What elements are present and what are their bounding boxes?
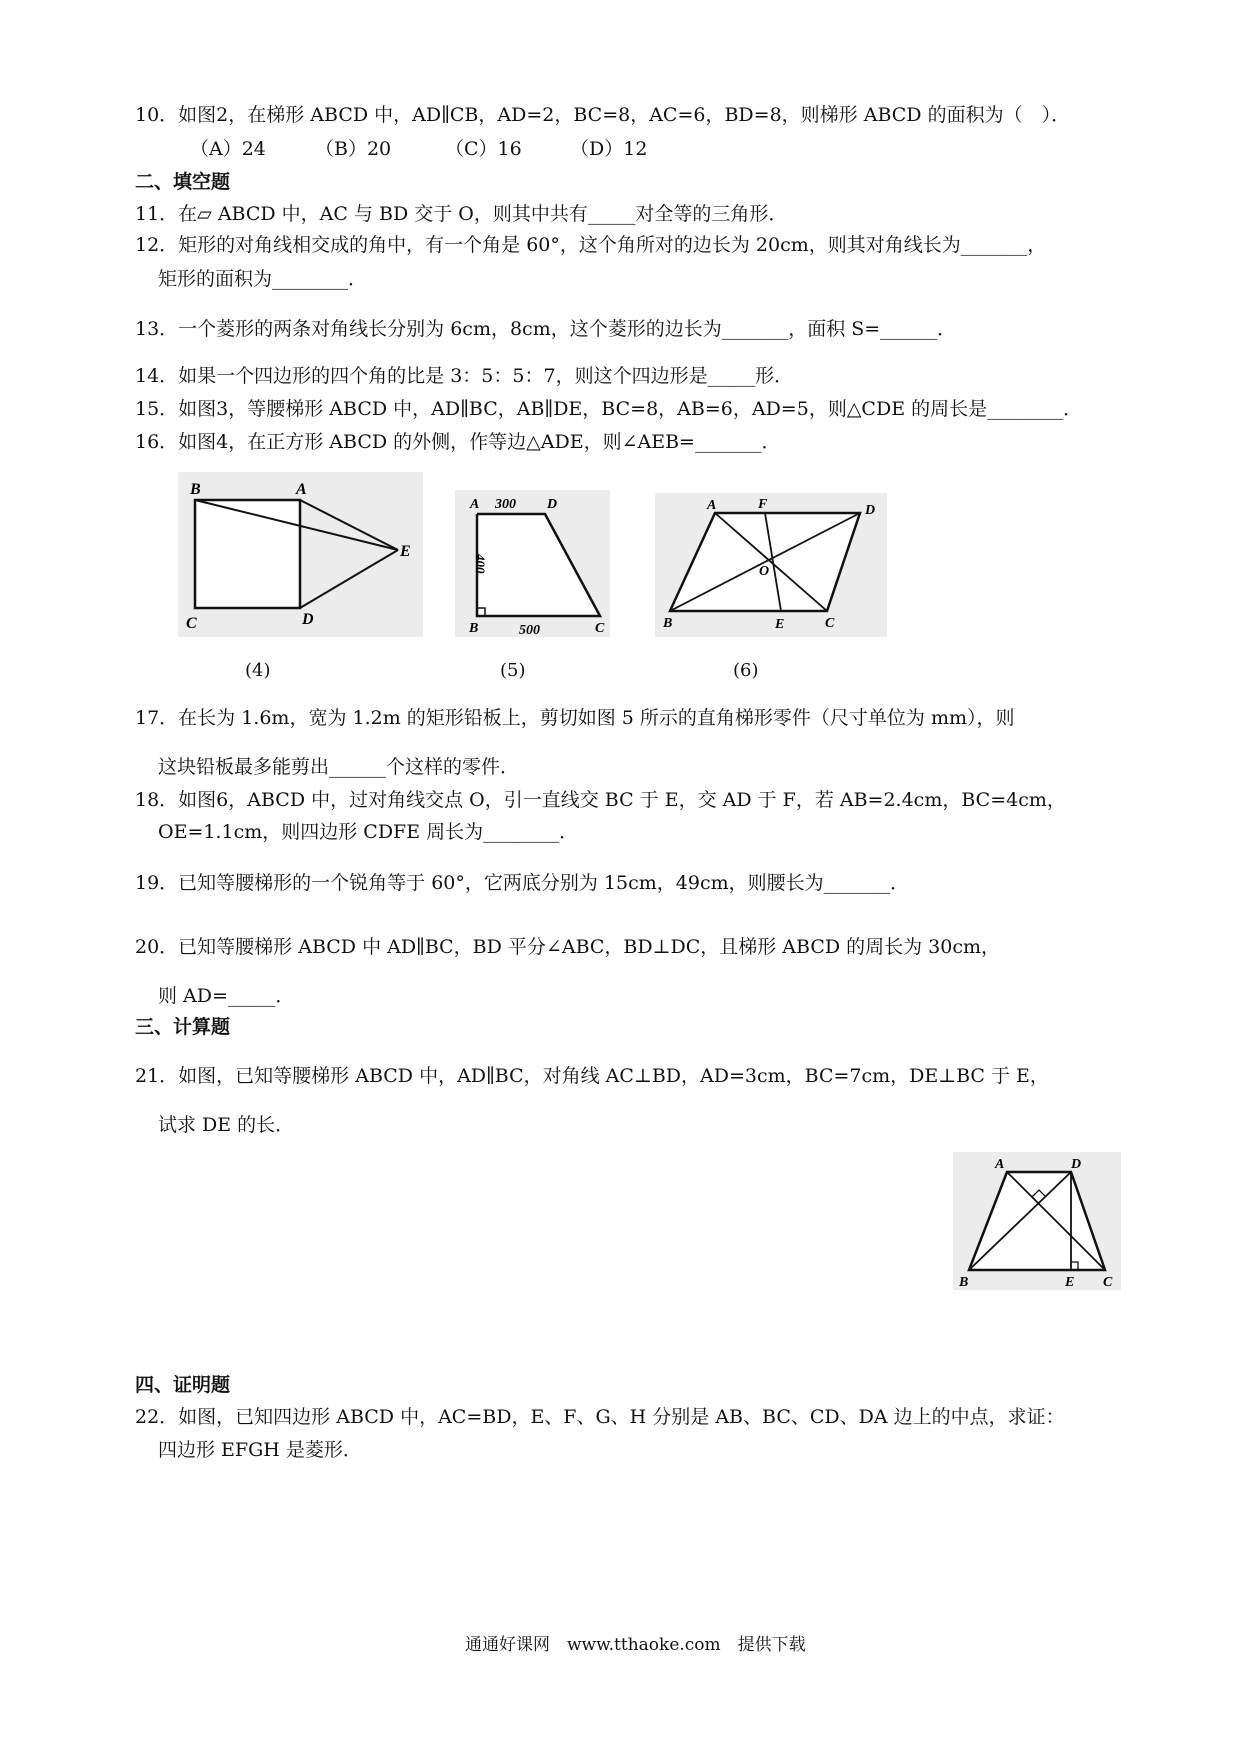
fig5-label-d: D xyxy=(547,497,558,512)
q11: 11．在▱ ABCD 中，AC 与 BD 交于 O，则其中共有_____对全等的三角形． xyxy=(135,203,788,225)
footer-credit: 通通好课网 www.tthaoke.com 提供下载 xyxy=(465,1635,806,1655)
fig5-label-b: B xyxy=(469,621,479,636)
fig6-label-b: B xyxy=(663,616,673,631)
section-fill-heading: 二、填空题 xyxy=(135,171,231,193)
fig5-label-400: 400 xyxy=(473,554,488,574)
fig21-label-a: A xyxy=(995,1157,1005,1172)
fig5-label-c: C xyxy=(595,621,605,636)
q12-line1: 12．矩形的对角线相交成的角中，有一个角是 60°，这个角所对的边长为 20cm，则其对角线长为_______， xyxy=(135,234,1047,256)
q17-line1: 17．在长为 1.6m，宽为 1.2m 的矩形铅板上，剪切如图 5 所示的直角梯形零件（尺寸单位为 mm），则 xyxy=(135,707,1015,729)
fig21-label-b: B xyxy=(959,1275,969,1290)
q12-line2: 矩形的面积为________． xyxy=(158,268,368,290)
figure-6-caption: (6) xyxy=(733,660,759,681)
figure-6 xyxy=(655,493,887,637)
fig4-label-e: E xyxy=(400,543,411,560)
q10-option-b: （B）20 xyxy=(315,138,392,160)
q18-line2: OE=1.1cm，则四边形 CDFE 周长为________． xyxy=(158,821,579,843)
figure-5-caption: (5) xyxy=(500,660,526,681)
figure-4-caption: (4) xyxy=(245,660,271,681)
q22-line1: 22．如图，已知四边形 ABCD 中，AC=BD，E、F、G、H 分别是 AB、BC、CD、DA 边上的中点，求证： xyxy=(135,1406,1065,1428)
fig5-label-300: 300 xyxy=(495,497,516,512)
fig6-label-f: F xyxy=(758,497,768,512)
q15: 15．如图3，等腰梯形 ABCD 中，AD∥BC，AB∥DE，BC=8，AB=6，AD=5，则△CDE 的周长是________． xyxy=(135,398,1083,420)
fig5-label-a: A xyxy=(470,497,480,512)
q10-option-d: （D）12 xyxy=(570,138,648,160)
q16: 16．如图4，在正方形 ABCD 的外侧，作等边△ADE，则∠AEB=_______． xyxy=(135,431,781,453)
section-calc-heading: 三、计算题 xyxy=(135,1016,231,1038)
q10-stem: 10．如图2，在梯形 ABCD 中，AD∥CB，AD=2，BC=8，AC=6，BD=8，则梯形 ABCD 的面积为（ ）． xyxy=(135,104,1071,126)
fig4-label-b: B xyxy=(190,481,201,498)
q14: 14．如果一个四边形的四个角的比是 3：5：5：7，则这个四边形是_____形． xyxy=(135,365,794,387)
figure-4 xyxy=(178,472,423,637)
section-proof-heading: 四、证明题 xyxy=(135,1374,231,1396)
fig21-label-d: D xyxy=(1071,1157,1082,1172)
q22-line2: 四边形 EFGH 是菱形． xyxy=(158,1439,362,1461)
q10-option-a: （A）24 xyxy=(190,138,266,160)
figure-21 xyxy=(953,1152,1121,1290)
fig6-label-d: D xyxy=(865,503,876,518)
fig5-label-500: 500 xyxy=(519,623,540,637)
q13: 13．一个菱形的两条对角线长分别为 6cm，8cm，这个菱形的边长为_______，面积 S=______． xyxy=(135,318,957,340)
q20-line1: 20．已知等腰梯形 ABCD 中 AD∥BC，BD 平分∠ABC，BD⊥DC，且梯形 ABCD 的周长为 30cm， xyxy=(135,936,1001,958)
fig4-label-a: A xyxy=(296,481,307,498)
fig6-label-a: A xyxy=(707,498,717,513)
q17-line2: 这块铅板最多能剪出______个这样的零件． xyxy=(158,756,520,778)
fig6-label-c: C xyxy=(825,616,835,631)
figure-5 xyxy=(455,490,610,637)
fig21-label-e: E xyxy=(1065,1275,1075,1290)
q20-line2: 则 AD=_____． xyxy=(158,985,295,1007)
q21-line2: 试求 DE 的长． xyxy=(158,1114,295,1136)
fig21-label-c: C xyxy=(1103,1275,1113,1290)
fig6-label-o: O xyxy=(759,564,770,579)
q19: 19．已知等腰梯形的一个锐角等于 60°，它两底分别为 15cm，49cm，则腰长为_______． xyxy=(135,872,910,894)
q21-line1: 21．如图，已知等腰梯形 ABCD 中，AD∥BC，对角线 AC⊥BD，AD=3cm，BC=7cm，DE⊥BC 于 E， xyxy=(135,1065,1049,1087)
fig4-label-d: D xyxy=(302,611,314,628)
q18-line1: 18．如图6，ABCD 中，过对角线交点 O，引一直线交 BC 于 E，交 AD 于 F，若 AB=2.4cm，BC=4cm， xyxy=(135,789,1066,811)
fig4-label-c: C xyxy=(186,615,197,632)
fig6-label-e: E xyxy=(775,617,785,632)
q10-option-c: （C）16 xyxy=(445,138,522,160)
